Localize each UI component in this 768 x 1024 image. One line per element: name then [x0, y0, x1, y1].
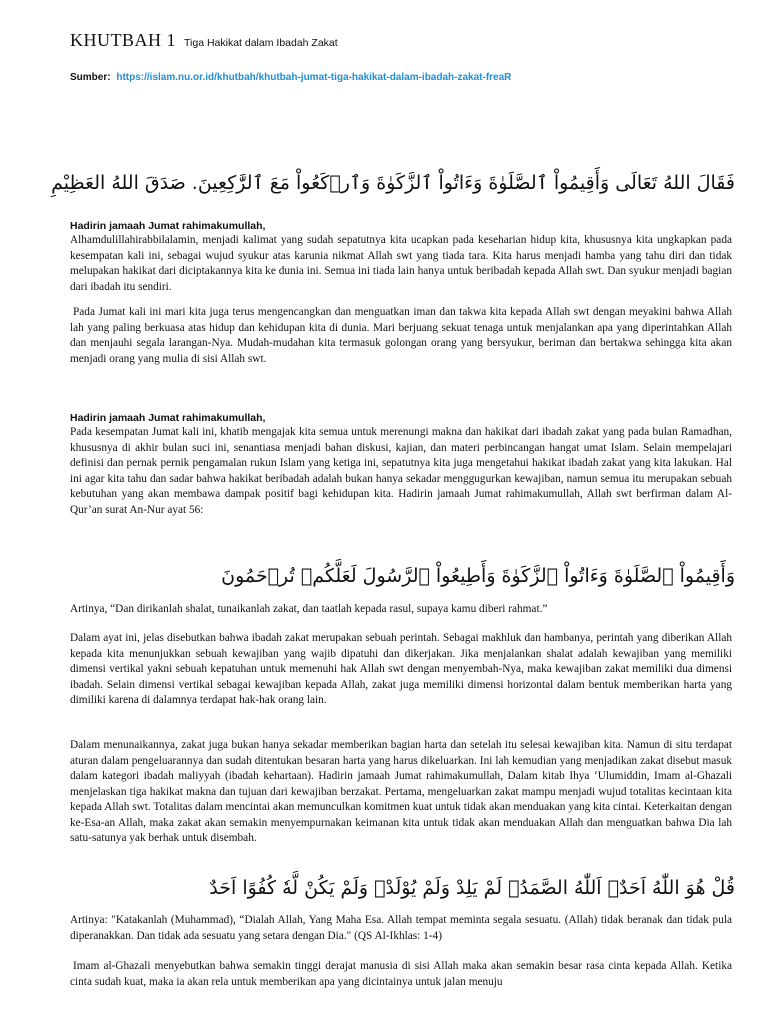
- section-5: [70, 631, 732, 709]
- paragraph-5: Dalam ayat ini, jelas disebutkan bahwa ibadah zakat merupakan sebuah perintah. Sebagai makhluk dan hambanya, perintah yang diberikan Allah kepada kita menunjukkan sebuah kewajiban yang wajib dipatuhi dan dikerjakan. Jika menjalankan shalat adalah kewajiban yang memiliki dimensi vertikal yakni sebuah kepatuhan untuk memenuhi hak Allah swt dengan menyembah-Nya, maka kewajiban zakat memiliki dua dimensi ibadah. Selain dimensi vertikal sebagai kewajiban kepada Allah, zakat juga memiliki dimensi horizontal dalam bentuk memberikan harta yang dimiliki karena di dalamnya terdapat hak-hak orang lain.: [70, 632, 732, 706]
- paragraph-4-translation: Artinya, “Dan dirikanlah shalat, tunaikanlah zakat, dan taatlah kepada rasul, supaya kamu diberi rahmat.”: [70, 603, 548, 615]
- source-link[interactable]: https://islam.nu.or.id/khutbah/khutbah-jumat-tiga-hakikat-dalam-ibadah-zakat-freaR: [116, 72, 512, 83]
- source-label: Sumber:: [70, 72, 111, 83]
- paragraph-3: Pada kesempatan Jumat kali ini, khatib mengajak kita semua untuk merenungi makna dan hakikat dari ibadah zakat yang pada bulan Ramadhan, khususnya di akhir bulan suci ini, senantiasa menjadi bahan diskusi, kajian, dan materi perbincangan hangat umat Islam. Selain mempelajari definisi dan pernak pernik pengamalan rukun Islam yang ketiga ini, sepatutnya kita juga mengetahui hakikat ibadah zakat yang kita lakukan. Hal ini agar kita tahu dan sadar bahwa hakikat beribadah adalah bukan hanya sekadar menggugurkan kewajiban, namun semua itu merupakan sebuah kebutuhan yang akan membawa dampak positif bagi kehidupan kita. Hadirin jamaah Jumat rahimakumullah, Allah swt berfirman dalam Al-Qur’an surat An-Nur ayat 56:: [70, 426, 732, 516]
- section-2: [70, 305, 732, 367]
- arabic-verse-an-nur: وَأَقِيمُواْ ٱلصَّلَوٰةَ وَءَاتُواْ ٱلزَّكَوٰةَ وَأَطِيعُواْ ٱلرَّسُولَ لَعَلَّكُمۡ تُرۡحَمُونَ: [221, 565, 735, 587]
- section-4: [70, 602, 732, 618]
- source-row: [70, 72, 511, 83]
- paragraph-7-translation: Artinya: "Katakanlah (Muhammad), “Dialah Allah, Yang Maha Esa. Allah tempat meminta segala sesuatu. (Allah) tidak beranak dan tidak pula diperanakkan. Dan tidak ada sesuatu yang setara dengan Dia." (QS Al-Ikhlas: 1-4): [70, 914, 732, 942]
- paragraph-1: Alhamdulillahirabbilalamin, menjadi kalimat yang sudah sepatutnya kita ucapkan pada keseharian hidup kita, khususnya kita ungkapkan pada kesempatan kali ini, sebagai wujud syukur atas karunia nikmat Allah swt yang tiada tara. Kita harus menjadi hamba yang tahu diri dan tidak melupakan hakikat dari diciptakannya kita ke dunia ini. Semua ini tiada lain hanya untuk beribadah kepada Allah swt. Dan syukur menjadi bagian dari ibadah itu sendiri.: [70, 234, 732, 293]
- greeting-heading: Hadirin jamaah Jumat rahimakumullah,: [70, 220, 266, 232]
- paragraph-6: Dalam menunaikannya, zakat juga bukan hanya sekadar memberikan bagian harta dan setelah itu selesai kewajiban kita. Namun di situ terdapat aturan dalam pengeluarannya dan sudah ditentukan besaran harta yang harus dikeluarkan. Ini lah kemudian yang menjadikan zakat disebut masuk dalam kategori ibadah maliyyah (ibadah kehartaan). Hadirin jamaah Jumat rahimakumullah, Dalam kitab Ihya ‘Ulumiddin, Imam al-Ghazali menjelaskan tiga hakikat makna dan tujuan dari kewajiban berzakat. Pertama, mengeluarkan zakat mampu menjadi wujud totalitas kecintaan kita kepada Allah swt. Totalitas dalam mencintai akan memunculkan komitmen kuat untuk tidak akan menduakan yang kita cintai. Keterkaitan dengan ke-Esa-an Allah, maka zakat akan semakin menyempurnakan keimanan kita untuk tidak akan menduakan Allah dan menguatkan bahwa Dia lah satu-satunya yak berhak untuk disembah.: [70, 739, 732, 844]
- khutbah-subtitle: Tiga Hakikat dalam Ibadah Zakat: [184, 37, 338, 49]
- section-7: [70, 913, 732, 944]
- paragraph-2: Pada Jumat kali ini mari kita juga terus mengencangkan dan menguatkan iman dan takwa kita kepada Allah swt dengan meyakini bahwa Allah lah yang paling berkuasa atas hidup dan kehidupan kita di dunia. Mari berjuang sekuat tenaga untuk menjalankan apa yang diperintahkan Allah dan menjauhi segala larangan-Nya. Mudah-mudahan kita termasuk golongan orang yang bersyukur, beriman dan bertakwa sehingga kita akan menjadi orang yang mulia di sisi Allah swt.: [70, 306, 732, 365]
- arabic-verse-al-ikhlas: قُلْ هُوَ اللّٰهُ اَحَدٌۚ اَللّٰهُ الصَّمَدُۚ لَمْ يَلِدْ وَلَمْ يُوْلَدْۙ وَلَمْ يَكُنْ لَّهٗ كُفُوًا اَحَدٌ: [209, 877, 735, 899]
- greeting-heading: Hadirin jamaah Jumat rahimakumullah,: [70, 412, 266, 424]
- section-1: [70, 219, 732, 295]
- khutbah-title: KHUTBAH 1: [70, 30, 176, 50]
- title-row: [70, 30, 338, 51]
- section-3: [70, 411, 732, 518]
- arabic-verse-opening: فَقَالَ اللهُ تَعَالَى وَأَقِيمُواْ ٱلصَّلَوٰةَ وَءَاتُواْ ٱلزَّكَوٰةَ وَٱرۡكَعُواْ مَعَ ٱلرَّٰكِعِينَ. صَدَقَ اللهُ العَظِيْمِ: [51, 172, 735, 194]
- paragraph-8: Imam al-Ghazali menyebutkan bahwa semakin tinggi derajat manusia di sisi Allah maka akan semakin besar rasa cinta kepada Allah. Ketika cinta sudah kuat, maka ia akan rela untuk memberikan apa yang dicintainya untuk jalan menuju: [70, 960, 732, 988]
- section-8: [70, 959, 732, 990]
- section-6: [70, 738, 732, 847]
